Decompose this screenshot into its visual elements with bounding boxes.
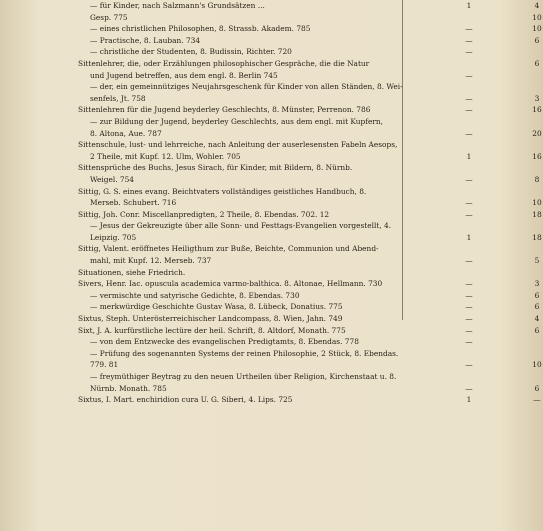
price-groschen: 10 <box>532 198 542 208</box>
index-entry-row <box>78 371 478 383</box>
price-thaler: — <box>465 24 473 34</box>
index-entry-row <box>78 139 478 151</box>
price-groschen: — <box>533 395 541 405</box>
entry-text: Merseb. Schubert. 716 <box>90 198 177 208</box>
price-thaler: — <box>465 105 473 115</box>
price-groschen: 6 <box>534 58 540 68</box>
entry-text: Leipzig. 705 <box>90 232 137 242</box>
price-thaler: — <box>465 325 473 335</box>
price-groschen: 16 <box>532 105 542 115</box>
index-entry-row <box>78 186 478 198</box>
index-entry-row <box>78 336 478 348</box>
entry-text: Sittenlehren für die Jugend beyderley Geschlechts, 8. Münster, Perrenon. 786 <box>78 105 371 115</box>
price-groschen: 8 <box>534 174 540 184</box>
index-entry-row <box>78 151 542 163</box>
price-thaler: — <box>465 302 473 312</box>
price-thaler: — <box>465 256 473 266</box>
price-groschen: 3 <box>534 279 540 289</box>
index-entry-row <box>78 243 478 255</box>
index-entry-row <box>78 162 478 174</box>
price-groschen: 4 <box>534 314 540 324</box>
index-entry-row <box>78 359 542 371</box>
price-thaler: 1 <box>466 151 472 161</box>
entry-text: Situationen, siehe Friedrich. <box>78 267 186 277</box>
entry-text: Nürnb. Monath. 785 <box>90 383 167 393</box>
entry-text: — zur Bildung der Jugend, beyderley Geschlechts, aus dem engl. mit Kupfern, <box>90 116 384 126</box>
entry-text: — Jesus der Gekreuzigte über alle Sonn- und Festtags-Evangelien vorgestellt, 4. <box>90 221 392 231</box>
price-groschen: 6 <box>534 290 540 300</box>
entry-text: 779. 81 <box>90 360 119 370</box>
index-entry-row <box>78 23 542 35</box>
index-entry-row <box>78 267 478 279</box>
price-groschen: 6 <box>534 383 540 393</box>
index-entry-row <box>78 209 542 221</box>
index-entry-row <box>78 383 540 395</box>
index-entry-row <box>78 325 540 337</box>
entry-text: Sixtus, Steph. Unterösterreichischer Landcompass, 8. Wien, Jahn. 749 <box>78 314 343 324</box>
price-thaler: — <box>465 383 473 393</box>
entry-text: — merkwürdige Geschichte Gustav Wasa, 8. Lübeck, Donatius. 775 <box>90 302 343 312</box>
index-entry-row <box>78 35 540 47</box>
entry-text: Sittenlehrer, die, oder Erzählungen philosophischer Gespräche, die die Natur <box>78 58 370 68</box>
entry-text: Sittensprüche des Buchs, Jesus Sirach, für Kinder, mit Bildern, 8. Nürnb. <box>78 163 353 173</box>
index-entry-row <box>78 128 542 140</box>
index-entry-row <box>78 255 540 267</box>
index-entry-row <box>78 301 540 313</box>
price-groschen: 20 <box>532 128 542 138</box>
price-thaler: — <box>465 35 473 45</box>
entry-text: — christliche der Studenten, 8. Budissin, Richter. 720 <box>90 47 292 57</box>
index-entry-row <box>78 348 478 360</box>
entry-text: Sixtus, I. Mart. enchiridion cura U. G. Siberi, 4. Lips. 725 <box>78 395 293 405</box>
price-thaler: 1 <box>466 232 472 242</box>
price-groschen: 6 <box>534 302 540 312</box>
price-groschen: 10 <box>532 360 542 370</box>
entry-text: Sixt, J. A. kurfürstliche lectüre der heil. Schrift, 8. Altdorf, Monath. 775 <box>78 325 346 335</box>
index-entry-row <box>78 278 540 290</box>
entry-text: — für Kinder, nach Salzmann's Grundsätzen ... <box>90 1 265 10</box>
price-groschen: 16 <box>532 151 542 161</box>
price-thaler: — <box>465 360 473 370</box>
index-entries <box>78 0 542 406</box>
entry-text: 2 Theile, mit Kupf. 12. Ulm, Wohler. 705 <box>90 151 241 161</box>
price-groschen: 10 <box>532 24 542 34</box>
price-thaler: — <box>465 279 473 289</box>
index-entry-row <box>78 93 540 105</box>
index-entry-row <box>78 290 540 302</box>
index-entry-row <box>78 313 540 325</box>
price-thaler: — <box>465 70 473 80</box>
index-entry-row <box>78 394 541 406</box>
index-entry-row <box>78 197 542 209</box>
price-groschen: 18 <box>532 209 542 219</box>
index-entry-row <box>78 70 478 82</box>
price-thaler: — <box>465 198 473 208</box>
entry-text: Sittig, G. S. eines evang. Beichtvaters vollständiges geistliches Handbuch, 8. <box>78 186 367 196</box>
index-entry-row <box>78 232 542 244</box>
index-entry-row <box>78 174 540 186</box>
price-groschen: 18 <box>532 232 542 242</box>
index-entry-row <box>78 12 542 24</box>
index-entry-row <box>78 116 478 128</box>
price-thaler: — <box>465 290 473 300</box>
entry-text: senfels, Jt. 758 <box>90 93 146 103</box>
price-thaler: — <box>465 93 473 103</box>
entry-text: — Prüfung des sogenannten Systems der reinen Philosophie, 2 Stück, 8. Ebendas. <box>90 348 399 358</box>
entry-text: — der, ein gemeinnütziges Neujahrsgeschenk für Kinder von allen Ständen, 8. Wei- <box>90 82 403 92</box>
price-groschen: 6 <box>534 35 540 45</box>
price-groschen: 6 <box>534 325 540 335</box>
price-thaler: — <box>465 337 473 347</box>
entry-text: und Jugend betreffen, aus dem engl. 8. Berlin 745 <box>90 70 278 80</box>
entry-text: Sittenschule, lust- und lehrreiche, nach Anleitung der auserlesensten Fabeln Aesops, <box>78 140 398 150</box>
index-entry-row <box>78 220 478 232</box>
index-entry-row <box>78 0 540 12</box>
entry-text: Gesp. 775 <box>90 12 128 22</box>
entry-text: 8. Altona, Aue. 787 <box>90 128 162 138</box>
price-groschen: 4 <box>534 1 540 10</box>
price-thaler: — <box>465 47 473 57</box>
price-groschen: 5 <box>534 256 540 266</box>
entry-text: — Practische, 8. Lauban. 734 <box>90 35 201 45</box>
price-thaler: — <box>465 174 473 184</box>
price-groschen: 10 <box>532 12 542 22</box>
entry-text: Sittig, Valent. eröffnetes Heiligthum zur Buße, Beichte, Communion und Abend- <box>78 244 379 254</box>
entry-text: — freymüthiger Beytrag zu den neuen Urtheilen über Religion, Kirchenstaat u. 8. <box>90 372 397 381</box>
entry-text: Weigel. 754 <box>90 174 135 184</box>
entry-text: mahl, mit Kupf. 12. Merseb. 737 <box>90 256 212 266</box>
price-thaler: 1 <box>466 1 472 10</box>
price-thaler: 1 <box>466 395 472 405</box>
index-entry-row <box>78 81 478 93</box>
index-entry-row <box>78 104 542 116</box>
entry-text: — von dem Entzwecke des evangelischen Predigtamts, 8. Ebendas. 778 <box>90 337 359 347</box>
entry-text: Sivers, Henr. Iac. opuscula academica varmo-balthica. 8. Altonae, Hellmann. 730 <box>78 279 383 289</box>
index-entry-row <box>78 58 540 70</box>
price-thaler: — <box>465 128 473 138</box>
price-groschen: 3 <box>534 93 540 103</box>
price-thaler: — <box>465 314 473 324</box>
entry-text: — vermischte und satyrische Gedichte, 8. Ebendas. 730 <box>90 290 300 300</box>
entry-text: Sittig, Joh. Conr. Miscellanpredigten, 2 Theile, 8. Ebendas. 702. 12 <box>78 209 330 219</box>
index-entry-row <box>78 46 478 58</box>
price-thaler: — <box>465 209 473 219</box>
entry-text: — eines christlichen Philosophen, 8. Strassb. Akadem. 785 <box>90 24 311 34</box>
